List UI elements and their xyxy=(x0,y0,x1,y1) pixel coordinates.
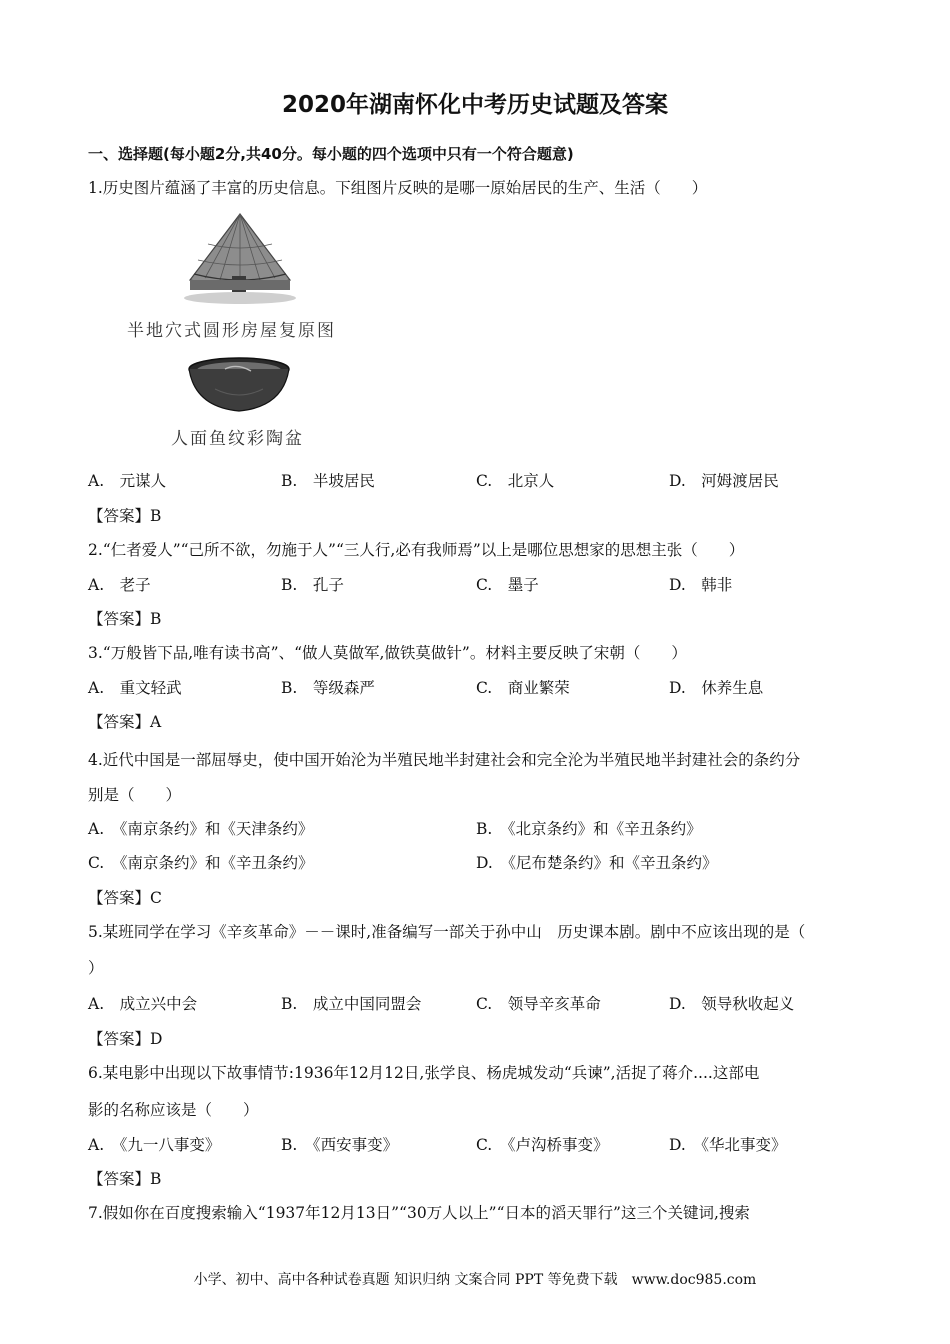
q4-option-c: C. 《南京条约》和《辛丑条约》 xyxy=(88,854,314,872)
section-heading: 一、选择题(每小题2分,共40分。每小题的四个选项中只有一个符合题意) xyxy=(88,145,574,163)
page-footer: 小学、初中、高中各种试卷真题 知识归纳 文案合同 PPT 等免费下载 www.doc985.com xyxy=(193,1272,757,1288)
q2-answer: 【答案】B xyxy=(88,610,162,628)
q6-answer: 【答案】B xyxy=(88,1170,162,1188)
page-title: 2020年湖南怀化中考历史试题及答案 xyxy=(281,92,668,118)
q1-option-d: D. 河姆渡居民 xyxy=(669,472,779,490)
q1-answer: 【答案】B xyxy=(88,507,162,525)
q5-option-a: A. 成立兴中会 xyxy=(88,995,198,1013)
q3-option-d: D. 休养生息 xyxy=(669,679,764,697)
q2-option-b: B. 孔子 xyxy=(281,576,344,594)
q1-option-c: C. 北京人 xyxy=(476,472,555,490)
q1-option-b: B. 半坡居民 xyxy=(281,472,375,490)
figure-caption-basin: 人面鱼纹彩陶盆 xyxy=(171,429,304,449)
figure-caption-house: 半地穴式圆形房屋复原图 xyxy=(127,321,336,341)
question-6-stem-line1: 6.某电影中出现以下故事情节:1936年12月12日,张学良、杨虎城发动“兵谏”,活捉了蒋介....这部电 xyxy=(88,1064,760,1082)
question-4-stem-line2: 别是（ ） xyxy=(88,786,182,804)
q4-option-a: A. 《南京条约》和《天津条约》 xyxy=(88,820,314,838)
q6-option-b: B. 《西安事变》 xyxy=(281,1136,399,1154)
q6-option-a: A. 《九一八事变》 xyxy=(88,1136,221,1154)
q2-option-a: A. 老子 xyxy=(88,576,151,594)
question-6-stem-line2: 影的名称应该是（ ） xyxy=(88,1101,259,1119)
q1-option-a: A. 元谋人 xyxy=(88,472,167,490)
question-7-stem-line1: 7.假如你在百度搜索输入“1937年12月13日”“30万人以上”“日本的滔天罪行”这三个关键词,搜索 xyxy=(88,1204,750,1222)
q3-option-c: C. 商业繁荣 xyxy=(476,679,570,697)
question-3-stem: 3.“万般皆下品,唯有读书高”、“做人莫做军,做铁莫做针”。材料主要反映了宋朝（ ） xyxy=(88,644,687,662)
q3-answer: 【答案】A xyxy=(88,713,162,731)
question-5-stem-line2: ） xyxy=(88,959,104,977)
question-1-stem: 1.历史图片蕴涵了丰富的历史信息。下组图片反映的是哪一原始居民的生产、生活（ ） xyxy=(88,179,708,197)
pottery-basin-illustration xyxy=(185,355,293,415)
question-2-stem: 2.“仁者爱人”“己所不欲，勿施于人”“三人行,必有我师焉”以上是哪位思想家的思想主张（ ） xyxy=(88,541,745,559)
q5-option-d: D. 领导秋收起义 xyxy=(669,995,795,1013)
q6-option-d: D. 《华北事变》 xyxy=(669,1136,787,1154)
q5-answer: 【答案】D xyxy=(88,1030,163,1048)
q4-option-b: B. 《北京条约》和《辛丑条约》 xyxy=(476,820,702,838)
q4-option-d: D. 《尼布楚条约》和《辛丑条约》 xyxy=(476,854,718,872)
q2-option-d: D. 韩非 xyxy=(669,576,733,594)
q3-option-b: B. 等级森严 xyxy=(281,679,375,697)
q5-option-b: B. 成立中国同盟会 xyxy=(281,995,422,1013)
q3-option-a: A. 重文轻武 xyxy=(88,679,182,697)
question-5-stem-line1: 5.某班同学在学习《辛亥革命》－－课时,准备编写一部关于孙中山 历史课本剧。剧中不应该出现的是（ xyxy=(88,923,806,941)
hut-illustration xyxy=(180,210,300,305)
q4-answer: 【答案】C xyxy=(88,889,162,907)
q2-option-c: C. 墨子 xyxy=(476,576,539,594)
q5-option-c: C. 领导辛亥革命 xyxy=(476,995,601,1013)
q6-option-c: C. 《卢沟桥事变》 xyxy=(476,1136,609,1154)
question-4-stem-line1: 4.近代中国是一部屈辱史，使中国开始沦为半殖民地半封建社会和完全沦为半殖民地半封建社会的条约分 xyxy=(88,751,801,769)
